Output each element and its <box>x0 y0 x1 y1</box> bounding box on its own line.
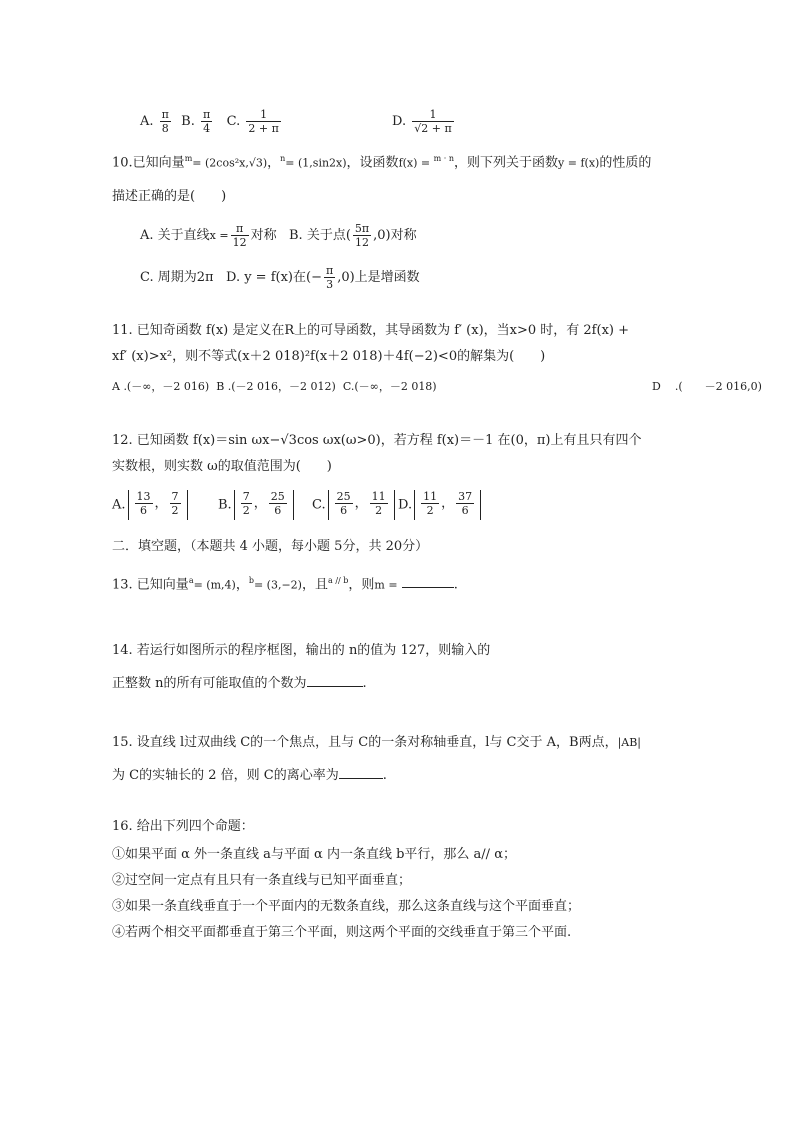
q16-item-1: ①如果平面 α 外一条直线 a与平面 α 内一条直线 b平行，那么 a// α； <box>112 847 516 862</box>
q9-option-c-label: C. <box>226 114 241 129</box>
q11-stem-line2: xf′ (x)>x²，则不等式(x＋2 018)²f(x＋2 018)＋4f(−2)<0的解集为( ) <box>112 349 546 364</box>
q12-option-b: B. $\frac{7}{2}$ ， $\frac{25}{6}$ <box>218 490 296 520</box>
q16-item-4: ④若两个相交平面都垂直于第三个平面，则这两个平面的交线垂直于第三个平面. <box>112 925 572 940</box>
q14-stem-line2: 正整数 n的所有可能取值的个数为 . <box>112 676 367 691</box>
q9-option-c-value: $\frac{1}{2 + \pi}$ <box>248 108 279 135</box>
q12-stem-line1: 12. 已知函数 f(x)＝sin ωx−√3cos ωx(ω>0)，若方程 f(x)＝－1 在(0，π)上有且只有四个 <box>112 433 642 448</box>
q16-item-2: ②过空间一定点有且只有一条直线与已知平面垂直； <box>112 873 412 888</box>
q10-stem-line2: 描述正确的是( ) <box>112 189 227 204</box>
q9-option-b-value: $\frac{\pi}{4}$ <box>203 108 211 135</box>
q16-title: 16. 给出下列四个命题： <box>112 819 254 834</box>
q13-answer-blank[interactable] <box>402 575 454 588</box>
q14-stem-line1: 14. 若运行如图所示的程序框图，输出的 n的值为 127，则输入的 <box>112 643 491 658</box>
q15-answer-blank[interactable] <box>339 766 383 779</box>
q14-answer-blank[interactable] <box>307 674 363 687</box>
q11-options-abc: A .(－∞，－2 016) B .(－2 016，－2 012) C.(－∞，－2 018) <box>112 380 437 393</box>
q11-stem-line1: 11. 已知奇函数 f(x) 是定义在R上的可导函数，其导函数为 f′ (x)，当x>0 时，有 2f(x) + <box>112 323 629 338</box>
q15-stem-line1: 15. 设直线 l过双曲线 C的一个焦点，且与 C的一条对称轴垂直，l与 C交于 A，B两点，|AB| <box>112 735 642 750</box>
q11-option-d: D .( －2 016,0) <box>652 380 762 393</box>
q9-option-d-value: $\frac{1}{√2 + \pi}$ <box>414 108 452 135</box>
q10-options-cd: C. 周期为2π D. y = f(x)在(− $\frac{\pi}{3}$ ,0)上是增函数 <box>140 264 420 291</box>
q13-stem: 13. 已知向量$^a$= (m,4)，$^b$= (3,−2)，且$^{a // b}$，则m = . <box>112 576 458 593</box>
q10-stem-line1: 10.已知向量$^m$= (2cos²x,√3)，$^n$= (1,sin2x)，设函数f(x) = $^{m \cdot n}$，则下列关于函数y = f(x)的性质的 <box>112 154 652 171</box>
q12-stem-line2: 实数根，则实数 ω的取值范围为( ) <box>112 459 332 474</box>
q12-option-a: A. $\frac{13}{6}$ ， $\frac{7}{2}$ <box>112 490 190 520</box>
q12-option-c: C. $\frac{25}{6}$ ， $\frac{11}{2}$ <box>312 490 397 520</box>
q9-option-a-value: $\frac{\pi}{8}$ <box>161 108 169 135</box>
q10-options-ab: A. 关于直线x = $\frac{\pi}{12}$ 对称 B. 关于点( $\frac{5\pi}{12}$ ,0)对称 <box>140 222 417 249</box>
q9-options <box>140 108 283 135</box>
q9-option-d-label: D. <box>392 114 407 129</box>
q16-item-3: ③如果一条直线垂直于一个平面内的无数条直线，那么这条直线与这个平面垂直； <box>112 899 581 914</box>
q12-option-d: D. $\frac{11}{2}$ ， $\frac{37}{6}$ <box>398 490 483 520</box>
q9-option-d <box>392 108 456 135</box>
q9-option-a-label: A. <box>140 114 154 129</box>
q15-stem-line2: 为 C的实轴长的 2 倍，则 C的离心率为 . <box>112 768 387 783</box>
q9-option-b-label: B. <box>181 114 195 129</box>
section-heading: 二．填空题，（本题共 4 小题，每小题 5分，共 20分） <box>112 539 429 554</box>
